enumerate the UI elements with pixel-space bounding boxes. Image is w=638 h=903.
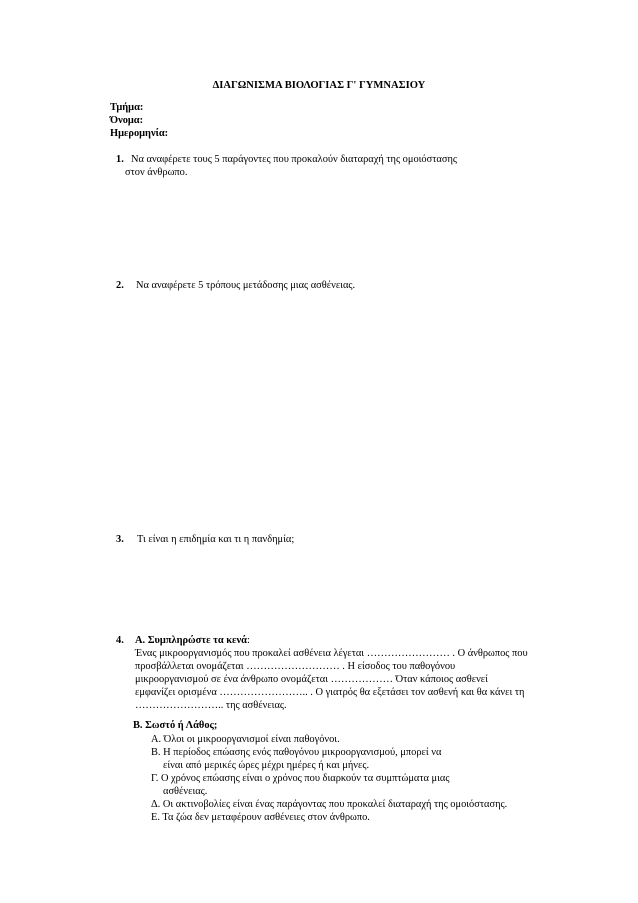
question-4a-heading: Α. Συμπληρώστε τα κενά <box>135 635 247 646</box>
name-label: Όνομα: <box>110 115 144 126</box>
question-1-number: 1. <box>116 154 124 165</box>
true-false-item-a: Α. Όλοι οι μικροοργανισμοί είναι παθογόνοι. <box>151 734 340 745</box>
question-2-text: Να αναφέρετε 5 τρόπους μετάδοσης μιας ασθένειας. <box>136 280 356 291</box>
date-label: Ημερομηνία: <box>110 128 169 139</box>
question-1-text: Να αναφέρετε τους 5 παράγοντες που προκαλούν διαταραχή της ομοιόστασης <box>131 154 457 165</box>
true-false-item-c: Γ. Ο χρόνος επώασης είναι ο χρόνος που διαρκούν τα συμπτώματα μιας <box>151 773 450 784</box>
true-false-item-d: Δ. Οι ακτινοβολίες είναι ένας παράγοντας που προκαλεί διαταραχή της ομοιόστασης. <box>151 799 508 810</box>
true-false-item-b-cont: είναι από μερικές ώρες μέχρι ημέρες ή και μήνες. <box>163 760 370 771</box>
true-false-item-c-cont: ασθένειας. <box>163 786 208 797</box>
question-4-number: 4. <box>116 635 124 646</box>
question-4a-heading-line <box>135 634 250 647</box>
question-4a-colon: : <box>246 635 250 646</box>
fill-blanks-line-5: …………………….. της ασθένειας. <box>135 700 287 711</box>
question-3-text: Τι είναι η επιδημία και τι η πανδημία; <box>137 534 295 545</box>
question-1-text-cont: στον άνθρωπο. <box>125 167 188 178</box>
page-title: ΔΙΑΓΩΝΙΣΜΑ ΒΙΟΛΟΓΙΑΣ Γ' ΓΥΜΝΑΣΙΟΥ <box>212 80 426 91</box>
fill-blanks-line-4: εμφανίζει ορισμένα …………………….. . Ο γιατρός θα εξετάσει τον ασθενή και θα κάνει τη <box>135 687 525 698</box>
fill-blanks-line-2: προσβάλλεται ονομάζεται ……………………… . Η είσοδος του παθογόνου <box>135 661 456 672</box>
fill-blanks-line-3: μικροοργανισμού σε ένα άνθρωπο ονομάζεται ……………… Όταν κάποιος ασθενεί <box>135 674 488 685</box>
question-2-number: 2. <box>116 280 124 291</box>
question-4b-heading: Β. Σωστό ή Λάθος; <box>133 720 218 731</box>
fill-blanks-line-1: Ένας μικροοργανισμός που προκαλεί ασθένεια λέγεται …………………… . Ο άνθρωπος που <box>135 648 528 659</box>
true-false-item-e: Ε. Τα ζώα δεν μεταφέρουν ασθένειες στον άνθρωπο. <box>151 812 370 823</box>
class-label: Τμήμα: <box>110 102 144 113</box>
question-3-number: 3. <box>116 534 124 545</box>
true-false-item-b: Β. Η περίοδος επώασης ενός παθογόνου μικροοργανισμού, μπορεί να <box>151 747 442 758</box>
